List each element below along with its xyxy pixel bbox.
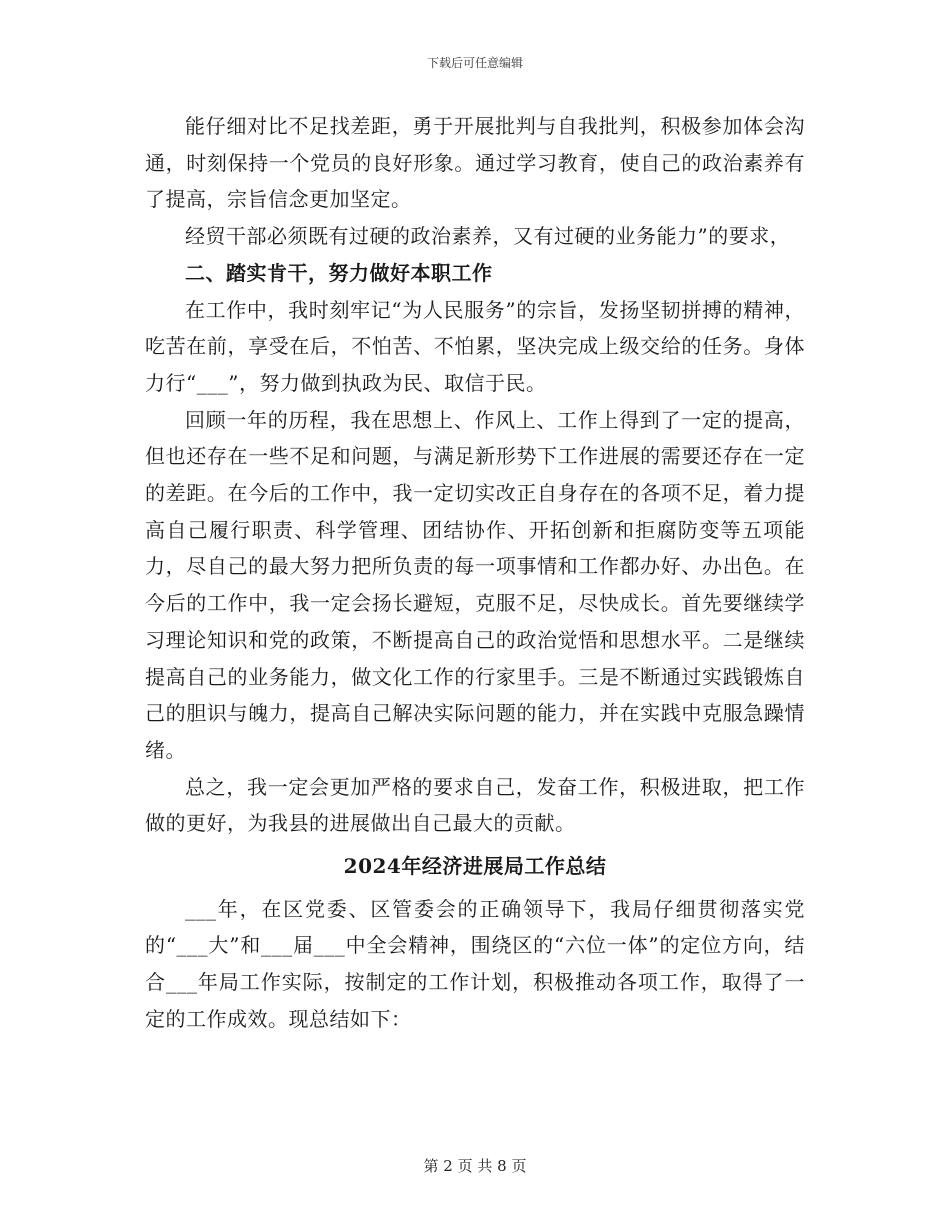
- paragraph-4: 回顾一年的历程，我在思想上、作风上、工作上得到了一定的提高，但也还存在一些不足和问题，与满足新形势下工作进展的需要还存在一定的差距。在今后的工作中，我一定切实改正自身存在的各项不足，着力提高自己履行职责、科学管理、团结协作、开拓创新和拒腐防变等五项能力，尽自己的最大努力把所负责的每一项事情和工作都办好、办出色。在今后的工作中，我一定会扬长避短，克服不足，尽快成长。首先要继续学习理论知识和党的政策，不断提高自己的政治觉悟和思想水平。二是继续提高自己的业务能力，做文化工作的行家里手。三是不断通过实践锻炼自己的胆识与魄力，提高自己解决实际问题的能力，并在实践中克服急躁情绪。: [145, 407, 805, 762]
- paragraph-3: 在工作中，我时刻牢记“为人民服务”的宗旨，发扬坚韧拼搏的精神，吃苦在前，享受在后，不怕苦、不怕累，坚决完成上级交给的任务。身体力行“___”，努力做到执政为民、取信于民。: [145, 297, 805, 395]
- paragraph-2: 经贸干部必须既有过硬的政治素养，又有过硬的业务能力”的要求，: [185, 224, 791, 249]
- page-header-note: 下载后可任意编辑: [426, 56, 523, 70]
- document-body: [145, 108, 805, 1038]
- paragraph-6: ___年，在区党委、区管委会的正确领导下，我局仔细贯彻落实党的“___大”和___届___中全会精神，围绕区的“六位一体”的定位方向，结合___年局工作实际，按制定的工作计划，积极推动各项工作，取得了一定的工作成效。现总结如下：: [145, 896, 805, 1031]
- section-heading-2: 二、踏实肯干，努力做好本职工作: [185, 260, 493, 285]
- document-title: 2024年经济进展局工作总结: [343, 854, 607, 879]
- paragraph-1: 能仔细对比不足找差距，勇于开展批判与自我批判，积极参加体会沟通，时刻保持一个党员的良好形象。通过学习教育，使自己的政治素养有了提高，宗旨信念更加坚定。: [145, 114, 805, 212]
- page-number: 第 2 页 共 8 页: [423, 1157, 527, 1175]
- paragraph-5: 总之，我一定会更加严格的要求自己，发奋工作，积极进取，把工作做的更好，为我县的进展做出自己最大的贡献。: [145, 774, 805, 836]
